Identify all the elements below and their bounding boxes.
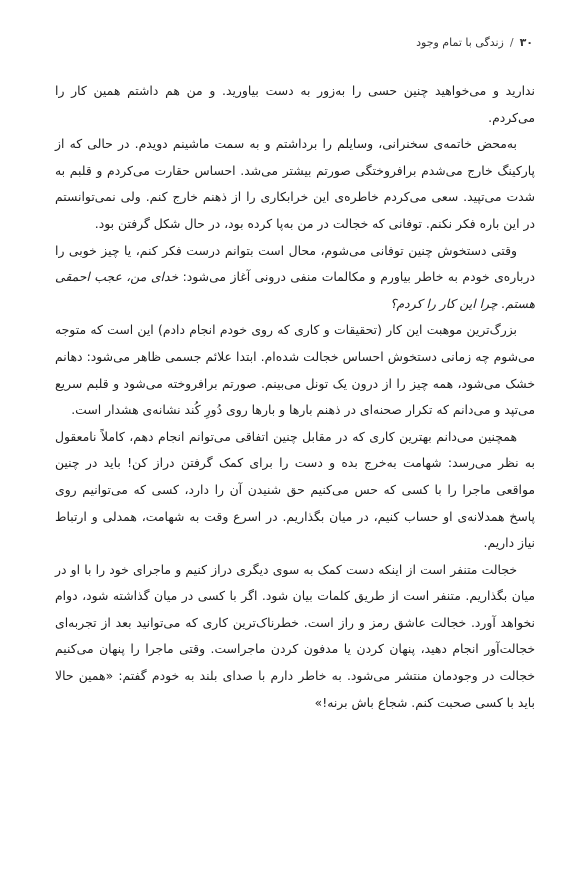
paragraph-6: خجالت متنفر است از اینکه دست کمک به سوی دیگری دراز کنیم و ماجرای خود را با او در میان بگذاریم. متنفر است از طریق کلمات بیان شود. اگر با کسی در میان گذاشته شود، دوام نخواهد آورد. خجالت عاشق رمز و راز است. خطرناک‌ترین کاری که می‌توانید بعد از تجربه‌ای خجالت‌آور انجام دهید، پنهان کردن یا مدفون کردن ماجراست. وقتی ماجرا را پنهان می‌کنیم خجالت در وجودمان منتشر می‌شود. به خاطر دارم با صدای بلند به خودم گفتم: «همین حالا باید با کسی صحبت کنم. شجاع باش برنه!» bbox=[55, 561, 535, 710]
paragraph-3 bbox=[55, 238, 535, 318]
body-text bbox=[55, 78, 535, 716]
paragraph-3-text: وقتی دستخوش چنین توفانی می‌شوم، محال است بتوانم درست فکر کنم، یا چیز خوبی را درباره‌ی خودم به خاطر بیاورم و مکالمات منفی درونی آغاز می‌شود: bbox=[55, 242, 535, 285]
paragraph-4: بزرگ‌ترین موهبت این کار (تحقیقات و کاری که روی خودم انجام دادم) این است که متوجه می‌شوم چه زمانی دستخوش احساس خجالت شده‌ام. ابتدا علائم جسمی ظاهر می‌شود: دهانم خشک می‌شود، همه چیز را از درون یک تونل می‌بینم. صورتم برافروخته می‌شود و قلبم سریع می‌تپد و می‌دانم که تکرار صحنه‌ای در ذهنم بارها و بارها روی دُورِ کُند نشانه‌ی هشدار است. bbox=[55, 322, 535, 418]
page-number: ۳۰ bbox=[519, 36, 533, 49]
inner-dialogue-quote: خدای من، عجب احمقی هستم. چرا این کار را کردم؟ bbox=[55, 269, 535, 311]
header-separator: / bbox=[509, 36, 514, 49]
paragraph-1: ندارید و می‌خواهید چنین حسی را به‌زور به دست بیاورید. و من هم داشتم همین کار را می‌کردم. bbox=[55, 83, 535, 125]
running-header bbox=[416, 36, 533, 49]
paragraph-2: به‌محض خاتمه‌ی سخنرانی، وسایلم را برداشتم و به سمت ماشینم دویدم. در حالی که از پارکینگ خارج می‌شدم برافروختگی صورتم بیشتر می‌شد. احساس حقارت می‌کردم و قلبم به شدت می‌تپید. سعی می‌کردم خاطره‌ی این خرابکاری را از ذهنم خارج کنم. ولی نمی‌توانستم در این باره فکر نکنم. توفانی که خجالت در من به‌پا کرده بود، در حال شکل گرفتن بود. bbox=[55, 136, 535, 231]
paragraph-5: همچنین می‌دانم بهترین کاری که در مقابل چنین اتفاقی می‌توانم انجام دهم، کاملاً نامعقول به نظر می‌رسد: شهامت به‌خرج بده و دست را برای کمک گرفتن دراز کن! باید در چنین مواقعی ماجرا را با کسی که حس می‌کنیم حق شنیدن آن را دارد، کسی که می‌توانیم روی پاسخ همدلانه‌ی او حساب کنیم، در میان بگذاریم. در اسرع وقت به شهامت، همدلی و ارتباط نیاز داریم. bbox=[55, 428, 535, 551]
book-title: زندگی با تمام وجود bbox=[416, 36, 504, 49]
